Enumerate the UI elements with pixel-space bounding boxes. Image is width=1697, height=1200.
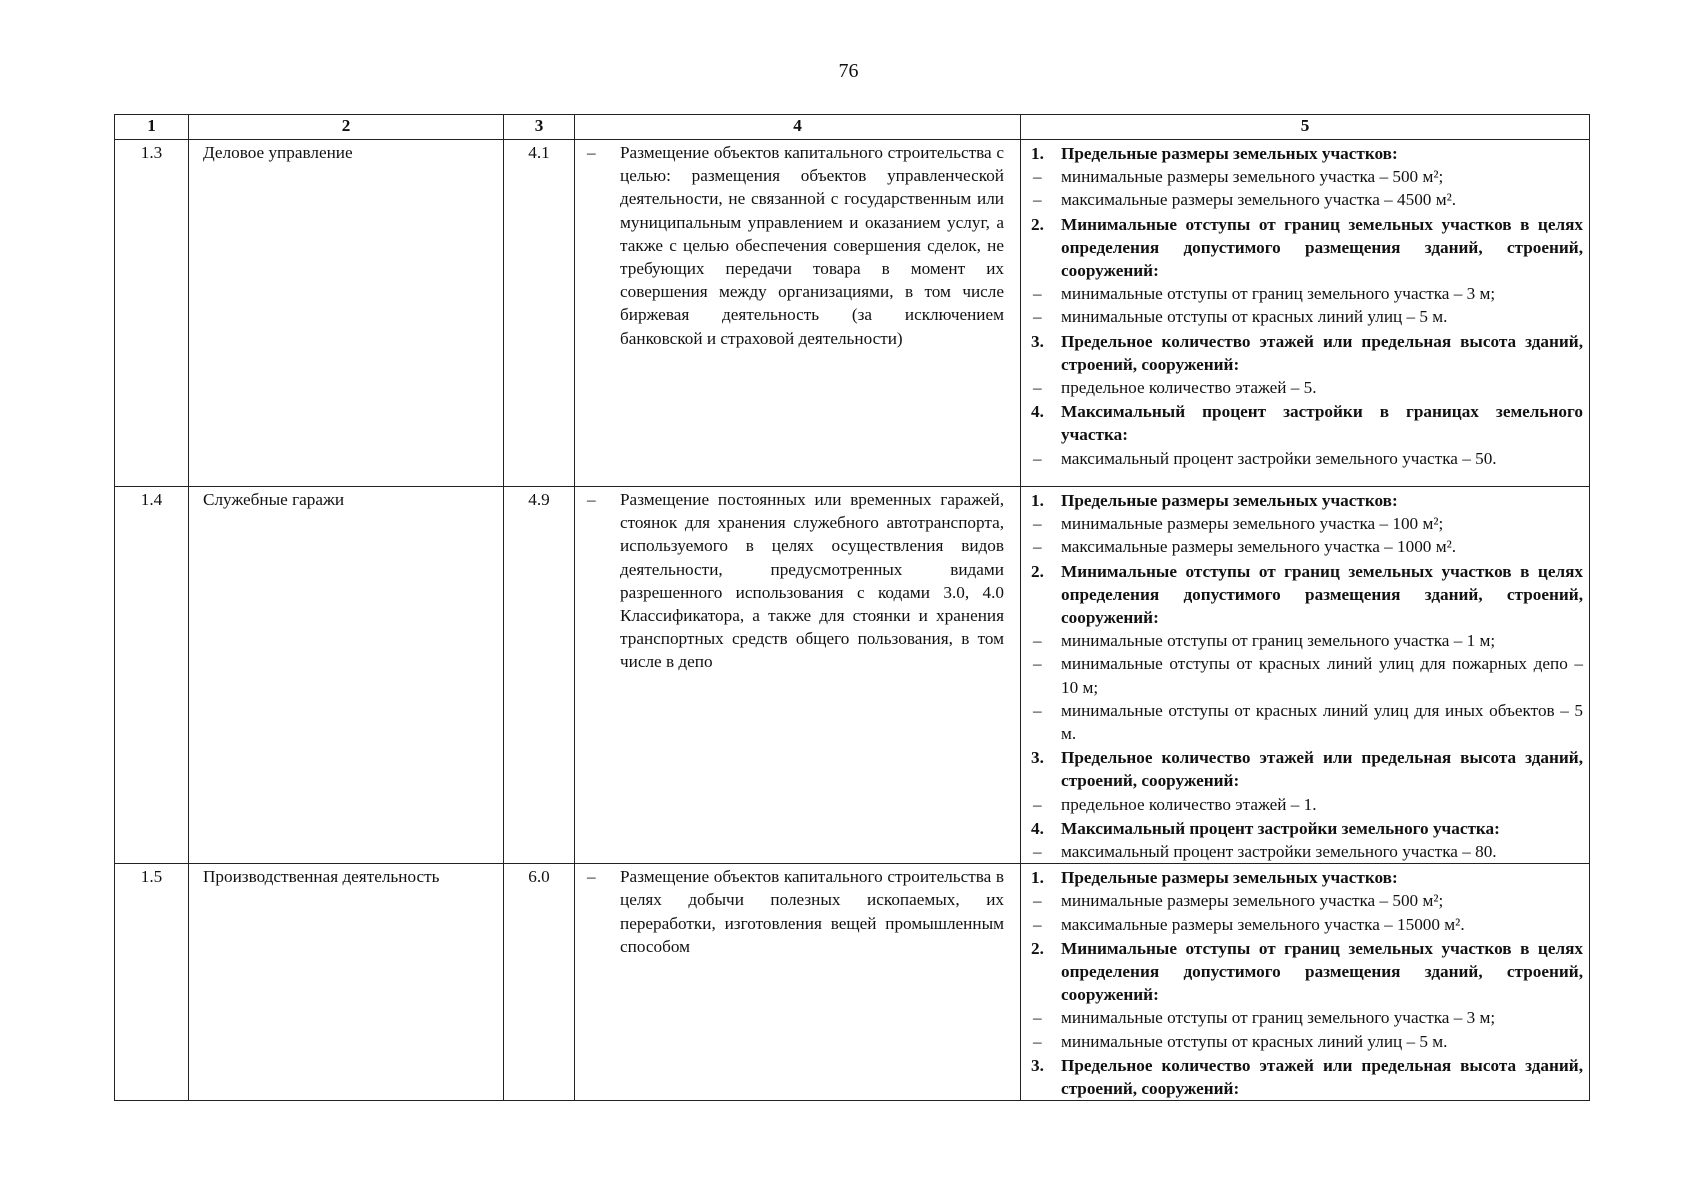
description-text: Размещение объектов капитального строительства в целях добычи полезных ископаемых, их переработки, изготовления вещей промышленным способом — [620, 867, 1004, 956]
parameter-section — [1031, 560, 1583, 746]
column-header: 2 — [189, 115, 504, 140]
list-item-text: максимальный процент застройки земельного участка – 80. — [1061, 842, 1497, 862]
description-cell — [575, 140, 1021, 487]
page-number: 76 — [838, 60, 859, 82]
section-title-text: Предельное количество этажей или предельная высота зданий, строений, сооружений: — [1061, 1055, 1583, 1099]
dash-marker: – — [1033, 654, 1042, 674]
zoning-table — [114, 114, 1590, 1101]
list-item-text: максимальные размеры земельного участка – 15000 м². — [1061, 914, 1465, 934]
parameter-section — [1031, 937, 1583, 1053]
use-type-name: Производственная деятельность — [189, 864, 504, 1101]
section-title-text: Предельные размеры земельных участков: — [1061, 868, 1398, 888]
dash-marker: – — [1033, 794, 1042, 814]
list-item-text: минимальные размеры земельного участка – 500 м²; — [1061, 891, 1444, 911]
use-code: 6.0 — [504, 864, 575, 1101]
parameter-section — [1031, 866, 1583, 936]
section-title-text: Минимальные отступы от границ земельных участков в целях определения допустимого размещения зданий, строений, сооружений: — [1061, 561, 1583, 628]
dash-marker: – — [1033, 448, 1042, 468]
dash-marker: – — [1033, 631, 1042, 651]
column-header: 5 — [1021, 115, 1590, 140]
column-header: 1 — [115, 115, 189, 140]
list-item — [1031, 913, 1583, 936]
list-item — [1031, 447, 1583, 470]
section-number: 3. — [1031, 1055, 1044, 1075]
description-cell — [575, 487, 1021, 864]
table-row — [115, 864, 1590, 1101]
section-title — [1031, 489, 1583, 512]
list-item — [1031, 889, 1583, 912]
list-item — [1031, 793, 1583, 816]
section-number: 3. — [1031, 748, 1044, 768]
use-code: 4.9 — [504, 487, 575, 864]
section-number: 1. — [1031, 868, 1044, 888]
dash-marker: – — [1033, 842, 1042, 862]
section-number: 1. — [1031, 491, 1044, 510]
list-item — [1031, 376, 1583, 399]
list-item — [1031, 652, 1583, 698]
table-row — [115, 140, 1590, 487]
parameter-section — [1031, 746, 1583, 816]
section-number: 4. — [1031, 818, 1044, 838]
dash-marker: – — [1033, 284, 1042, 304]
description-text: Размещение постоянных или временных гаражей, стоянок для хранения служебного автотранспорта, используемого в целях осуществления видов деятельности, предусмотренных видами разрешенного использования с кодами 3.0, 4.0 Классификатора, а также для стоянки и хранения транспортных средств общего пользования, в том числе в депо — [620, 490, 1004, 672]
list-item-text: предельное количество этажей – 5. — [1061, 378, 1317, 398]
dash-marker: – — [587, 490, 596, 509]
list-item-text: максимальные размеры земельного участка – 1000 м². — [1061, 537, 1457, 557]
list-item — [1031, 512, 1583, 535]
parameters-cell — [1021, 487, 1590, 864]
description-item — [587, 488, 1004, 674]
list-item — [1031, 282, 1583, 305]
list-item — [1031, 305, 1583, 328]
dash-marker: – — [1033, 1031, 1042, 1051]
section-title — [1031, 746, 1583, 792]
description-cell — [575, 864, 1021, 1101]
parameter-section — [1031, 489, 1583, 559]
list-item — [1031, 535, 1583, 558]
row-number: 1.5 — [115, 864, 189, 1101]
dash-marker: – — [1033, 537, 1042, 557]
dash-marker: – — [1033, 700, 1042, 720]
column-header: 4 — [575, 115, 1021, 140]
parameter-section — [1031, 817, 1583, 863]
dash-marker: – — [1033, 378, 1042, 398]
section-title — [1031, 817, 1583, 840]
list-item-text: минимальные отступы от красных линий улиц – 5 м. — [1061, 307, 1448, 327]
section-title-text: Предельное количество этажей или предельная высота зданий, строений, сооружений: — [1061, 748, 1583, 791]
dash-marker: – — [587, 867, 596, 887]
list-item-text: минимальные размеры земельного участка – 500 м²; — [1061, 167, 1444, 187]
section-number: 3. — [1031, 331, 1044, 351]
section-title-text: Предельные размеры земельных участков: — [1061, 144, 1398, 163]
parameter-section — [1031, 1054, 1583, 1100]
parameter-section — [1031, 213, 1583, 329]
list-item-text: минимальные размеры земельного участка – 100 м²; — [1061, 514, 1444, 534]
section-title-text: Предельные размеры земельных участков: — [1061, 491, 1398, 510]
dash-marker: – — [1033, 307, 1042, 327]
list-item — [1031, 1006, 1583, 1029]
use-type-name: Деловое управление — [189, 140, 504, 487]
list-item-text: минимальные отступы от красных линий улиц для пожарных депо – 10 м; — [1061, 654, 1583, 697]
list-item-text: минимальные отступы от красных линий улиц для иных объектов – 5 м. — [1061, 700, 1583, 744]
section-title — [1031, 937, 1583, 1007]
use-type-name: Служебные гаражи — [189, 487, 504, 864]
section-title — [1031, 213, 1583, 283]
section-title — [1031, 142, 1583, 165]
row-number: 1.3 — [115, 140, 189, 487]
parameter-section — [1031, 142, 1583, 212]
list-item-text: максимальные размеры земельного участка – 4500 м². — [1061, 190, 1457, 210]
description-text: Размещение объектов капитального строительства с целью: размещения объектов управленческой деятельности, не связанной с государственным или муниципальным управлением и оказанием услуг, а также с целью обеспечения совершения сделок, не требующих передачи товара в момент их совершения между организациями, в том числе биржевая деятельность (за исключением банковской и страховой деятельности) — [620, 143, 1004, 348]
list-item-text: минимальные отступы от границ земельного участка – 3 м; — [1061, 1008, 1496, 1028]
section-number: 2. — [1031, 561, 1044, 581]
list-item-text: минимальные отступы от границ земельного участка – 3 м; — [1061, 284, 1496, 304]
section-title — [1031, 560, 1583, 630]
table-header-row — [115, 115, 1590, 140]
list-item — [1031, 699, 1583, 745]
parameter-section — [1031, 330, 1583, 400]
section-number: 4. — [1031, 402, 1044, 422]
section-title-text: Максимальный процент застройки земельного участка: — [1061, 818, 1500, 838]
list-item-text: минимальные отступы от границ земельного участка – 1 м; — [1061, 631, 1496, 651]
table-row — [115, 487, 1590, 864]
section-number: 2. — [1031, 938, 1044, 958]
list-item — [1031, 165, 1583, 188]
list-item-text: минимальные отступы от красных линий улиц – 5 м. — [1061, 1031, 1448, 1051]
dash-marker: – — [1033, 1008, 1042, 1028]
dash-marker: – — [587, 143, 596, 162]
row-number: 1.4 — [115, 487, 189, 864]
list-item — [1031, 840, 1583, 863]
section-title — [1031, 866, 1583, 889]
section-title — [1031, 1054, 1583, 1100]
parameter-section — [1031, 400, 1583, 470]
parameters-cell — [1021, 140, 1590, 487]
section-title-text: Минимальные отступы от границ земельных участков в целях определения допустимого размещения зданий, строений, сооружений: — [1061, 214, 1583, 281]
list-item — [1031, 1030, 1583, 1053]
list-item-text: максимальный процент застройки земельного участка – 50. — [1061, 448, 1497, 468]
section-number: 1. — [1031, 144, 1044, 163]
section-title-text: Максимальный процент застройки в границах земельного участка: — [1061, 402, 1583, 445]
list-item — [1031, 629, 1583, 652]
dash-marker: – — [1033, 914, 1042, 934]
parameters-cell — [1021, 864, 1590, 1101]
section-title-text: Минимальные отступы от границ земельных участков в целях определения допустимого размещения зданий, строений, сооружений: — [1061, 938, 1583, 1005]
use-code: 4.1 — [504, 140, 575, 487]
section-title-text: Предельное количество этажей или предельная высота зданий, строений, сооружений: — [1061, 331, 1583, 374]
section-number: 2. — [1031, 214, 1044, 234]
list-item-text: предельное количество этажей – 1. — [1061, 794, 1317, 814]
dash-marker: – — [1033, 891, 1042, 911]
dash-marker: – — [1033, 167, 1042, 187]
section-title — [1031, 400, 1583, 446]
section-title — [1031, 330, 1583, 376]
list-item — [1031, 188, 1583, 211]
dash-marker: – — [1033, 190, 1042, 210]
dash-marker: – — [1033, 514, 1042, 534]
column-header: 3 — [504, 115, 575, 140]
description-item — [587, 865, 1004, 958]
description-item — [587, 141, 1004, 350]
